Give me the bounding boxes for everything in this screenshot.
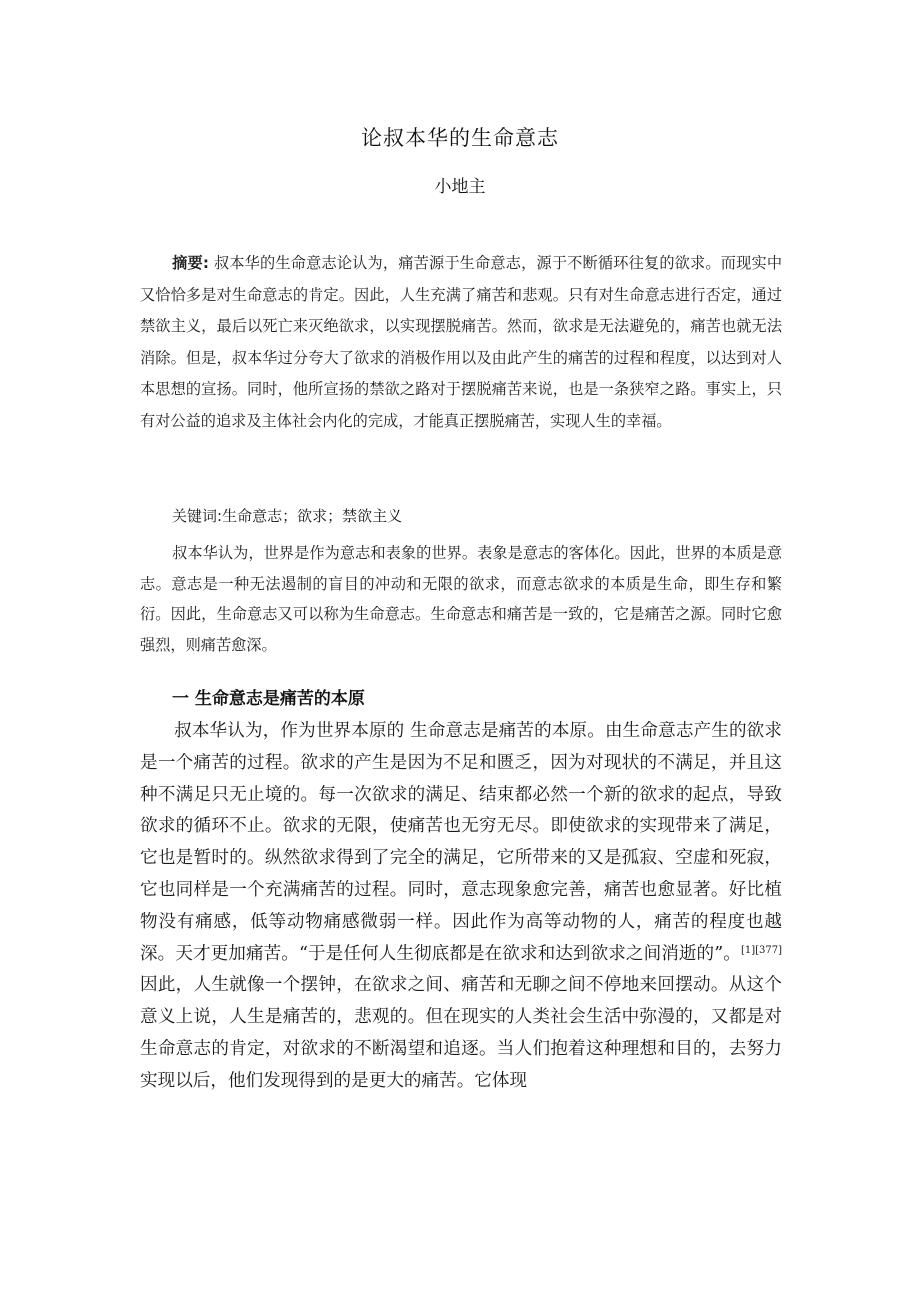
citation-marker: [1][377] xyxy=(740,944,782,956)
document-author: 小地主 xyxy=(434,177,486,197)
section-heading: 一 生命意志是痛苦的本原 xyxy=(172,689,365,709)
abstract-paragraph xyxy=(140,248,782,438)
abstract-label: 摘要: xyxy=(172,254,209,272)
keywords-line xyxy=(172,503,782,529)
keywords-text: 生命意志；欲求；禁欲主义 xyxy=(222,507,403,525)
section-body-text-b: 因此，人生就像一个摆钟，在欲求之间、痛苦和无聊之间不停地来回摆动。从这个意义上说，人生是痛苦的，悲观的。但在现实的人类社会生活中弥漫的，又都是对生命意志的肯定，对欲求的不断渴望和追逐。当人们抱着这种理想和目的，去努力实现以后，他们发现得到的是更大的痛苦。它体现 xyxy=(140,975,782,1091)
abstract-text: 叔本华的生命意志论认为，痛苦源于生命意志，源于不断循环往复的欲求。而现实中又恰恰多是对生命意志的肯定。因此，人生充满了痛苦和悲观。只有对生命意志进行否定，通过禁欲主义，最后以死亡来灭绝欲求，以实现摆脱痛苦。然而，欲求是无法避免的，痛苦也就无法消除。但是，叔本华过分夸大了欲求的消极作用以及由此产生的痛苦的过程和程度，以达到对人本思想的宣扬。同时，他所宣扬的禁欲之路对于摆脱痛苦来说，也是一条狭窄之路。事实上，只有对公益的追求及主体社会内化的完成，才能真正摆脱痛苦，实现人生的幸福。 xyxy=(140,254,783,430)
document-title: 论叔本华的生命意志 xyxy=(361,126,559,150)
intro-text: 叔本华认为，世界是作为意志和表象的世界。表象是意志的客体化。因此，世界的本质是意志。意志是一种无法遏制的盲目的冲动和无限的欲求，而意志欲求的本质是生命，即生存和繁衍。因此，生命意志又可以称为生命意志。生命意志和痛苦是一致的，它是痛苦之源。同时它愈强烈，则痛苦愈深。 xyxy=(140,544,782,654)
section-body-text-a: 叔本华认为，作为世界本原的 生命意志是痛苦的本原。由生命意志产生的欲求是一个痛苦的过程。欲求的产生是因为不足和匮乏，因为对现状的不满足，并且这种不满足只无止境的。每一次欲求的满足、结束都必然一个新的欲求的起点，导致欲求的循环不止。欲求的无限，使痛苦也无穷无尽。即使欲求的实现带来了满足，它也是暂时的。纵然欲求得到了完全的满足，它所带来的又是孤寂、空虚和死寂，它也同样是一个充满痛苦的过程。同时，意志现象愈完善，痛苦也愈显著。好比植物没有痛感，低等动物痛感微弱一样。因此作为高等动物的人，痛苦的程度也越深。天才更加痛苦。“于是任何人生彻底都是在欲求和达到欲求之间消逝的”。 xyxy=(140,721,782,964)
section-body-paragraph xyxy=(140,716,782,1098)
intro-paragraph xyxy=(140,538,782,660)
keywords-label: 关键词: xyxy=(172,507,223,525)
